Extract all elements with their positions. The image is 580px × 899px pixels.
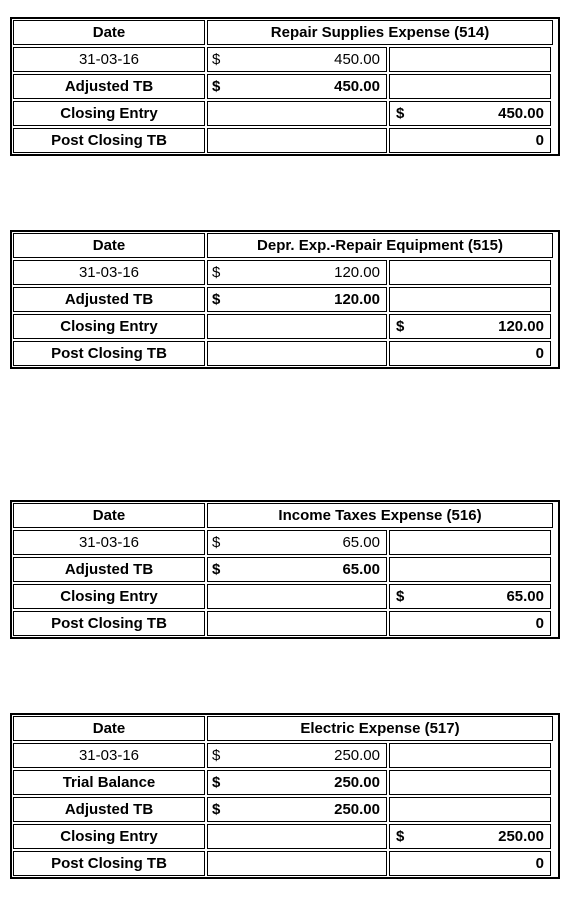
ledger-table-516 bbox=[10, 500, 560, 639]
debit-cell bbox=[207, 584, 387, 609]
row-label: Closing Entry bbox=[13, 824, 205, 849]
credit-cell bbox=[389, 74, 551, 99]
debit-cell bbox=[207, 314, 387, 339]
debit-cell bbox=[207, 128, 387, 153]
credit-amount: 0 bbox=[535, 132, 544, 149]
currency-symbol: $ bbox=[212, 801, 221, 818]
ledger-row bbox=[12, 46, 558, 73]
ledger-row bbox=[12, 850, 558, 877]
ledger-row bbox=[12, 769, 558, 796]
debit-cell bbox=[207, 287, 387, 312]
ledger-table-517 bbox=[10, 713, 560, 879]
ledger-row bbox=[12, 742, 558, 769]
debit-amount: 120.00 bbox=[334, 291, 380, 308]
currency-symbol: $ bbox=[396, 105, 405, 122]
credit-cell bbox=[389, 260, 551, 285]
credit-amount: 0 bbox=[535, 345, 544, 362]
credit-amount: 0 bbox=[535, 855, 544, 872]
date-header: Date bbox=[13, 503, 205, 528]
credit-cell bbox=[389, 770, 551, 795]
credit-cell bbox=[389, 557, 551, 582]
debit-amount: 450.00 bbox=[334, 51, 380, 68]
row-label: Post Closing TB bbox=[13, 128, 205, 153]
ledger-row bbox=[12, 583, 558, 610]
ledger-row bbox=[12, 259, 558, 286]
debit-cell bbox=[207, 743, 387, 768]
debit-cell bbox=[207, 557, 387, 582]
ledger-header-row bbox=[12, 232, 558, 259]
debit-cell bbox=[207, 101, 387, 126]
date-header: Date bbox=[13, 233, 205, 258]
credit-cell bbox=[389, 530, 551, 555]
credit-cell bbox=[389, 584, 551, 609]
debit-cell bbox=[207, 797, 387, 822]
credit-cell bbox=[389, 47, 551, 72]
currency-symbol: $ bbox=[212, 291, 221, 308]
currency-symbol: $ bbox=[212, 51, 221, 68]
credit-cell bbox=[389, 743, 551, 768]
currency-symbol: $ bbox=[212, 561, 221, 578]
row-label: 31-03-16 bbox=[13, 743, 205, 768]
credit-cell bbox=[389, 611, 551, 636]
debit-cell bbox=[207, 47, 387, 72]
debit-cell bbox=[207, 851, 387, 876]
currency-symbol: $ bbox=[396, 318, 405, 335]
credit-amount: 250.00 bbox=[498, 828, 544, 845]
row-label: Adjusted TB bbox=[13, 287, 205, 312]
row-label: Post Closing TB bbox=[13, 851, 205, 876]
ledger-row bbox=[12, 73, 558, 100]
credit-amount: 120.00 bbox=[498, 318, 544, 335]
account-title: Repair Supplies Expense (514) bbox=[207, 20, 553, 45]
credit-cell bbox=[389, 797, 551, 822]
ledger-row bbox=[12, 286, 558, 313]
currency-symbol: $ bbox=[212, 264, 221, 281]
credit-cell bbox=[389, 314, 551, 339]
debit-cell bbox=[207, 611, 387, 636]
row-label: 31-03-16 bbox=[13, 47, 205, 72]
debit-amount: 250.00 bbox=[334, 747, 380, 764]
currency-symbol: $ bbox=[212, 78, 221, 95]
row-label: Adjusted TB bbox=[13, 797, 205, 822]
ledger-header-row bbox=[12, 19, 558, 46]
date-header: Date bbox=[13, 20, 205, 45]
debit-amount: 250.00 bbox=[334, 801, 380, 818]
row-label: Adjusted TB bbox=[13, 74, 205, 99]
account-title: Electric Expense (517) bbox=[207, 716, 553, 741]
debit-amount: 65.00 bbox=[342, 561, 380, 578]
currency-symbol: $ bbox=[212, 534, 221, 551]
ledger-row bbox=[12, 127, 558, 154]
ledger-table-515 bbox=[10, 230, 560, 369]
ledger-row bbox=[12, 823, 558, 850]
debit-amount: 250.00 bbox=[334, 774, 380, 791]
ledger-row bbox=[12, 340, 558, 367]
debit-cell bbox=[207, 341, 387, 366]
debit-cell bbox=[207, 74, 387, 99]
ledger-row bbox=[12, 313, 558, 340]
currency-symbol: $ bbox=[212, 747, 221, 764]
credit-cell bbox=[389, 101, 551, 126]
credit-cell bbox=[389, 287, 551, 312]
debit-cell bbox=[207, 824, 387, 849]
credit-amount: 65.00 bbox=[506, 588, 544, 605]
debit-cell bbox=[207, 770, 387, 795]
credit-cell bbox=[389, 851, 551, 876]
ledger-header-row bbox=[12, 715, 558, 742]
row-label: Post Closing TB bbox=[13, 341, 205, 366]
debit-cell bbox=[207, 260, 387, 285]
row-label: 31-03-16 bbox=[13, 260, 205, 285]
currency-symbol: $ bbox=[396, 828, 405, 845]
credit-amount: 450.00 bbox=[498, 105, 544, 122]
row-label: Post Closing TB bbox=[13, 611, 205, 636]
account-title: Income Taxes Expense (516) bbox=[207, 503, 553, 528]
ledger-row bbox=[12, 796, 558, 823]
row-label: Trial Balance bbox=[13, 770, 205, 795]
credit-cell bbox=[389, 341, 551, 366]
row-label: Closing Entry bbox=[13, 101, 205, 126]
credit-cell bbox=[389, 128, 551, 153]
credit-cell bbox=[389, 824, 551, 849]
row-label: Closing Entry bbox=[13, 584, 205, 609]
debit-amount: 65.00 bbox=[342, 534, 380, 551]
ledger-row bbox=[12, 610, 558, 637]
row-label: Closing Entry bbox=[13, 314, 205, 339]
debit-amount: 450.00 bbox=[334, 78, 380, 95]
ledger-table-514 bbox=[10, 17, 560, 156]
currency-symbol: $ bbox=[396, 588, 405, 605]
ledger-header-row bbox=[12, 502, 558, 529]
date-header: Date bbox=[13, 716, 205, 741]
debit-amount: 120.00 bbox=[334, 264, 380, 281]
row-label: Adjusted TB bbox=[13, 557, 205, 582]
account-title: Depr. Exp.-Repair Equipment (515) bbox=[207, 233, 553, 258]
row-label: 31-03-16 bbox=[13, 530, 205, 555]
currency-symbol: $ bbox=[212, 774, 221, 791]
ledger-row bbox=[12, 529, 558, 556]
credit-amount: 0 bbox=[535, 615, 544, 632]
ledger-row bbox=[12, 100, 558, 127]
ledger-row bbox=[12, 556, 558, 583]
debit-cell bbox=[207, 530, 387, 555]
